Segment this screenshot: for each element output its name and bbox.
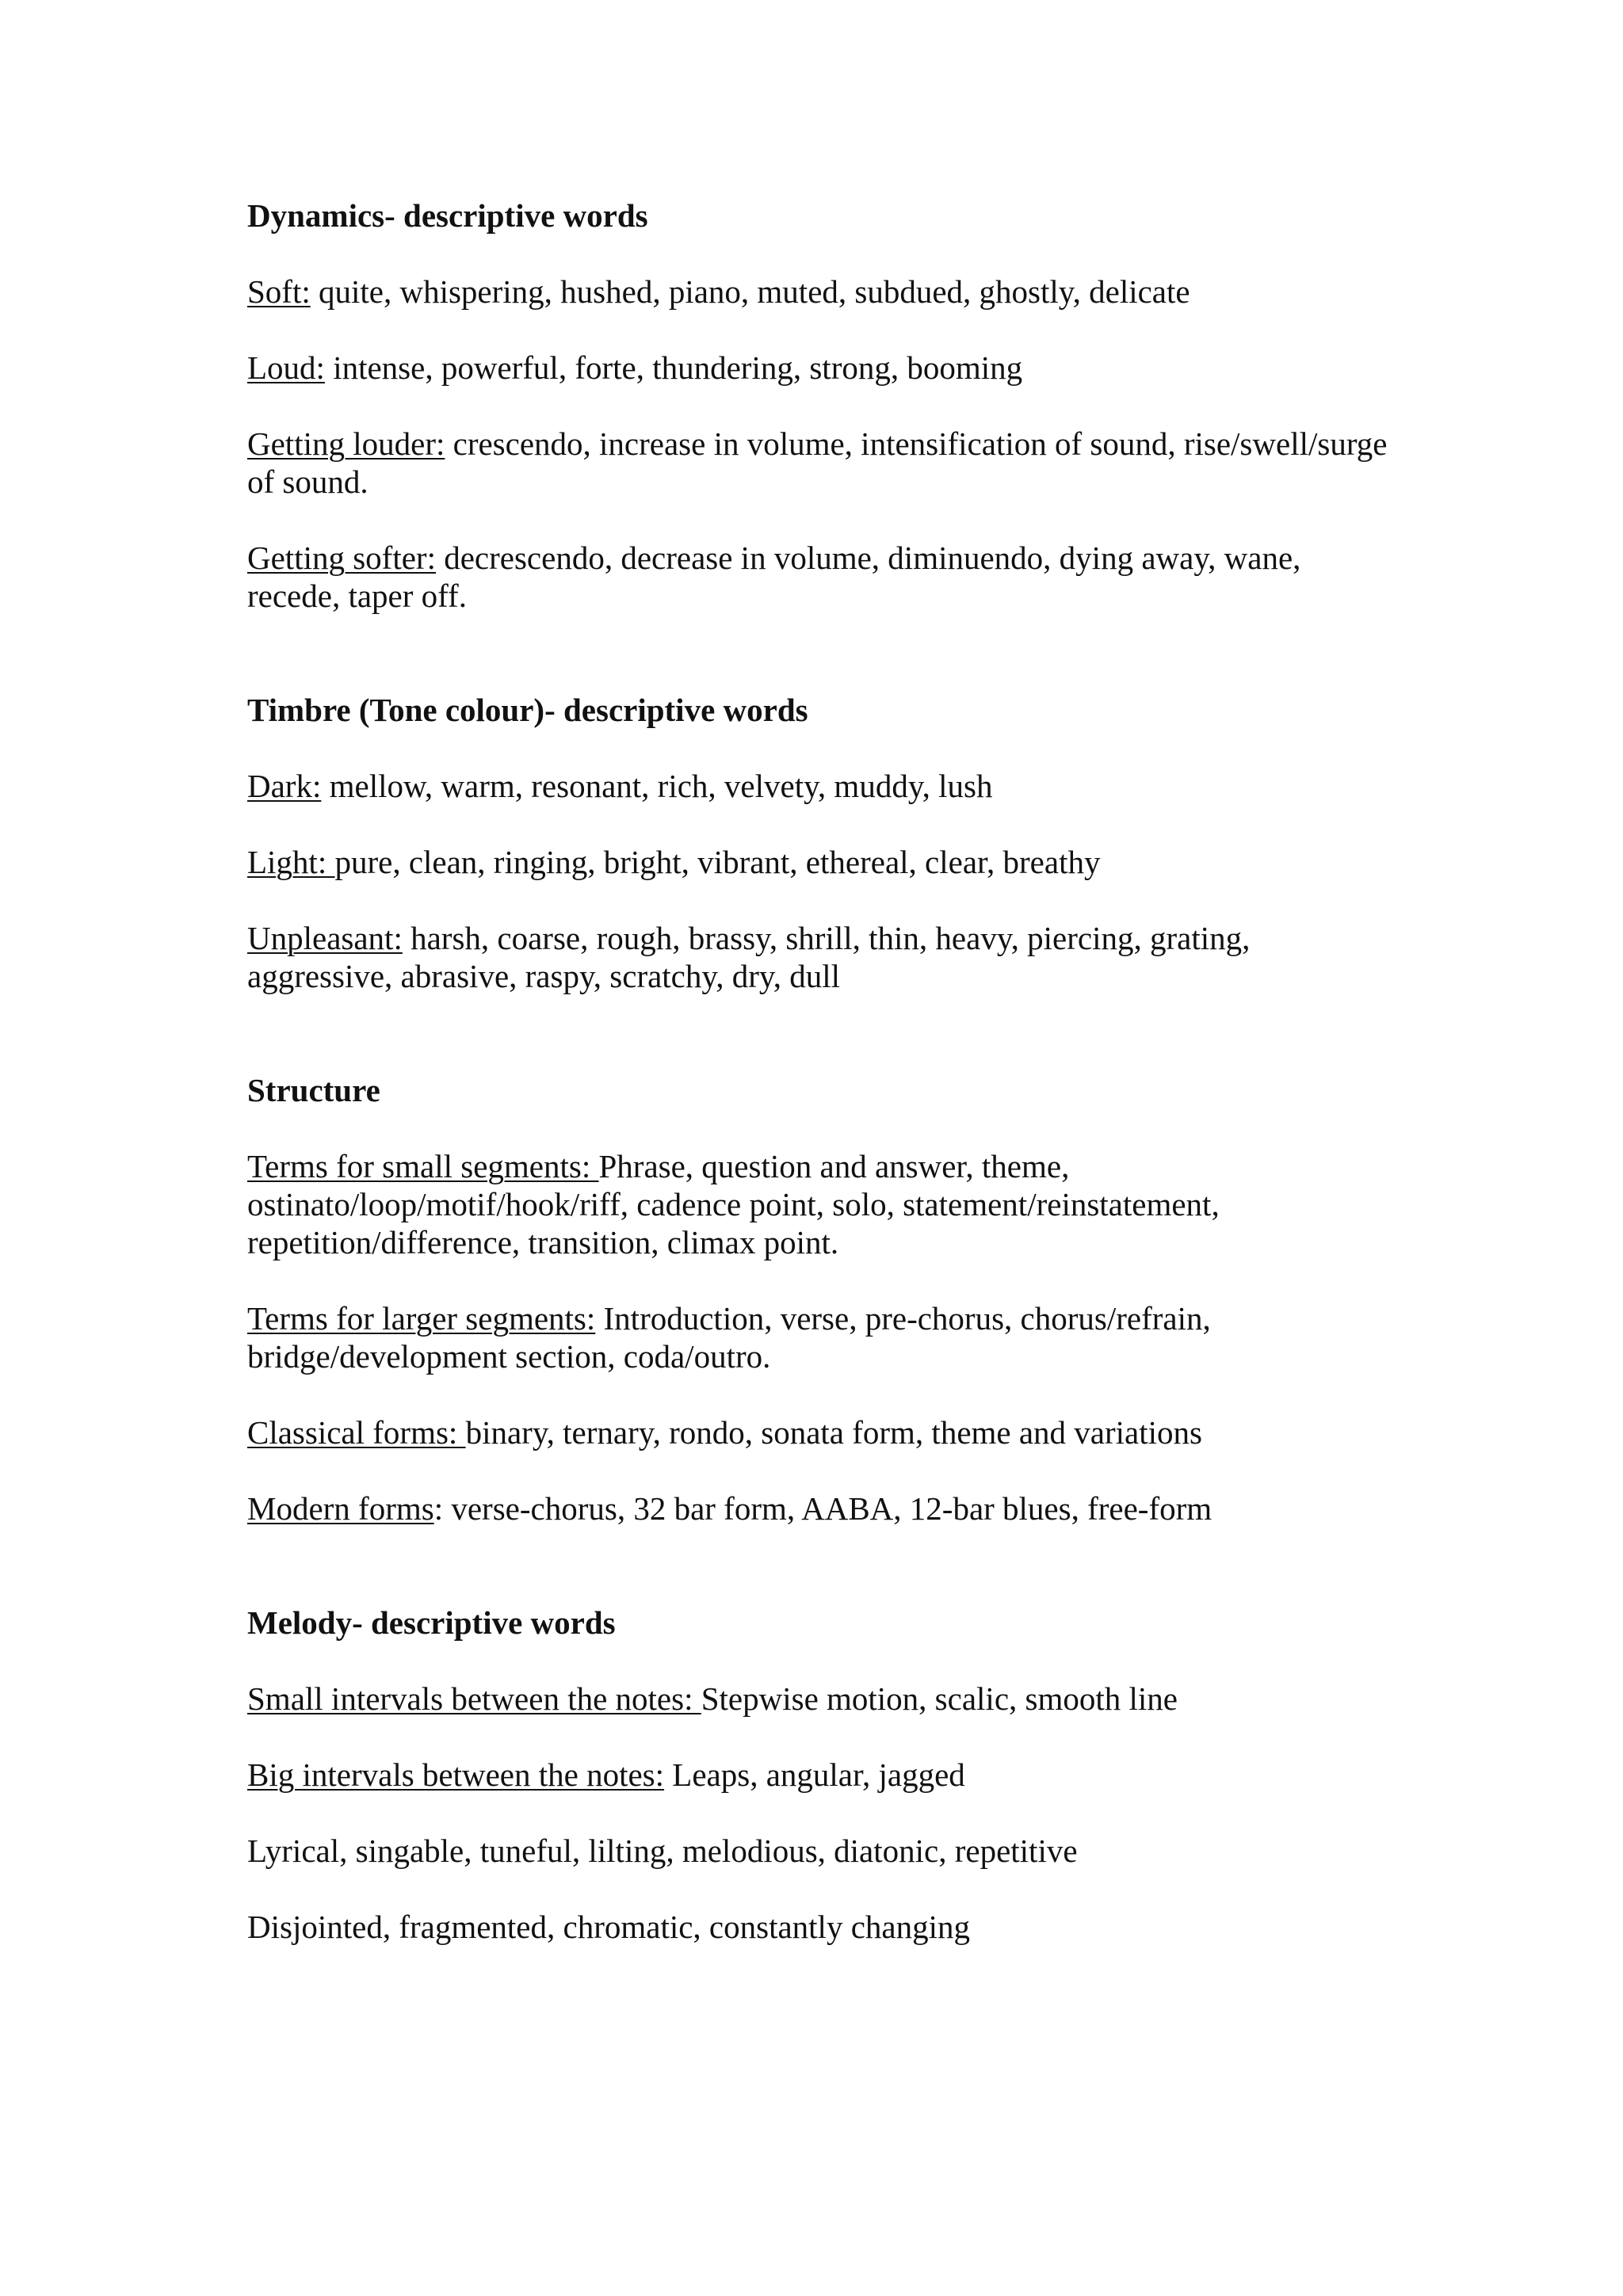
- section-timbre: [247, 691, 1388, 995]
- term-description: Introduction, verse, pre-chorus, chorus/refrain, bridge/development section, coda/outro.: [247, 1300, 1211, 1375]
- term-label: Small intervals between the notes:: [247, 1680, 701, 1717]
- term-description: crescendo, increase in volume, intensification of sound, rise/swell/surge of sound.: [247, 425, 1388, 500]
- term-label: Unpleasant:: [247, 920, 403, 956]
- document-page: [247, 196, 1388, 1946]
- term-description: quite, whispering, hushed, piano, muted, subdued, ghostly, delicate: [310, 273, 1190, 310]
- paragraph: [247, 1832, 1388, 1870]
- term-description: intense, powerful, forte, thundering, strong, booming: [324, 349, 1023, 386]
- description-text: Lyrical, singable, tuneful, lilting, melodious, diatonic, repetitive: [247, 1833, 1078, 1869]
- section-heading: Dynamics- descriptive words: [247, 197, 648, 234]
- term-description: pure, clean, ringing, bright, vibrant, ethereal, clear, breathy: [334, 844, 1101, 880]
- paragraph: [247, 919, 1388, 995]
- term-description: : verse-chorus, 32 bar form, AABA, 12-bar blues, free-form: [433, 1490, 1212, 1527]
- term-label: Soft:: [247, 273, 311, 310]
- term-description: mellow, warm, resonant, rich, velvety, muddy, lush: [321, 768, 993, 804]
- term-label: Loud:: [247, 349, 325, 386]
- term-description: Stepwise motion, scalic, smooth line: [701, 1680, 1178, 1717]
- term-label: Big intervals between the notes:: [247, 1756, 665, 1793]
- term-description: binary, ternary, rondo, sonata form, theme and variations: [465, 1414, 1202, 1451]
- term-label: Getting softer:: [247, 540, 436, 576]
- paragraph: [247, 1147, 1388, 1261]
- section-heading: Structure: [247, 1072, 380, 1108]
- term-label: Light:: [247, 844, 335, 880]
- section-dynamics: [247, 196, 1388, 615]
- term-label: Modern forms: [247, 1490, 434, 1527]
- term-label: Dark:: [247, 768, 322, 804]
- section-heading: Melody- descriptive words: [247, 1604, 616, 1641]
- paragraph: [247, 843, 1388, 881]
- term-description: decrescendo, decrease in volume, diminuendo, dying away, wane, recede, taper off.: [247, 540, 1301, 614]
- term-label: Terms for small segments:: [247, 1148, 599, 1184]
- paragraph: [247, 1413, 1388, 1451]
- paragraph: [247, 1756, 1388, 1794]
- section-melody: [247, 1604, 1388, 1946]
- paragraph: [247, 273, 1388, 311]
- paragraph: [247, 767, 1388, 805]
- paragraph: [247, 1299, 1388, 1375]
- term-description: Leaps, angular, jagged: [664, 1756, 965, 1793]
- paragraph: [247, 349, 1388, 387]
- paragraph: [247, 425, 1388, 501]
- section-heading: Timbre (Tone colour)- descriptive words: [247, 692, 808, 728]
- term-description: harsh, coarse, rough, brassy, shrill, thin, heavy, piercing, grating, aggressive, abrasive, raspy, scratchy, dry, dull: [247, 920, 1251, 994]
- paragraph: [247, 539, 1388, 615]
- paragraph: [247, 1680, 1388, 1718]
- term-label: Classical forms:: [247, 1414, 466, 1451]
- section-structure: [247, 1071, 1388, 1527]
- paragraph: [247, 1489, 1388, 1527]
- term-label: Getting louder:: [247, 425, 445, 462]
- description-text: Disjointed, fragmented, chromatic, constantly changing: [247, 1909, 970, 1945]
- term-description: Phrase, question and answer, theme, ostinato/loop/motif/hook/riff, cadence point, solo, statement/reinstatement, repetition/difference, transition, climax point.: [247, 1148, 1220, 1261]
- paragraph: [247, 1908, 1388, 1946]
- term-label: Terms for larger segments:: [247, 1300, 596, 1337]
